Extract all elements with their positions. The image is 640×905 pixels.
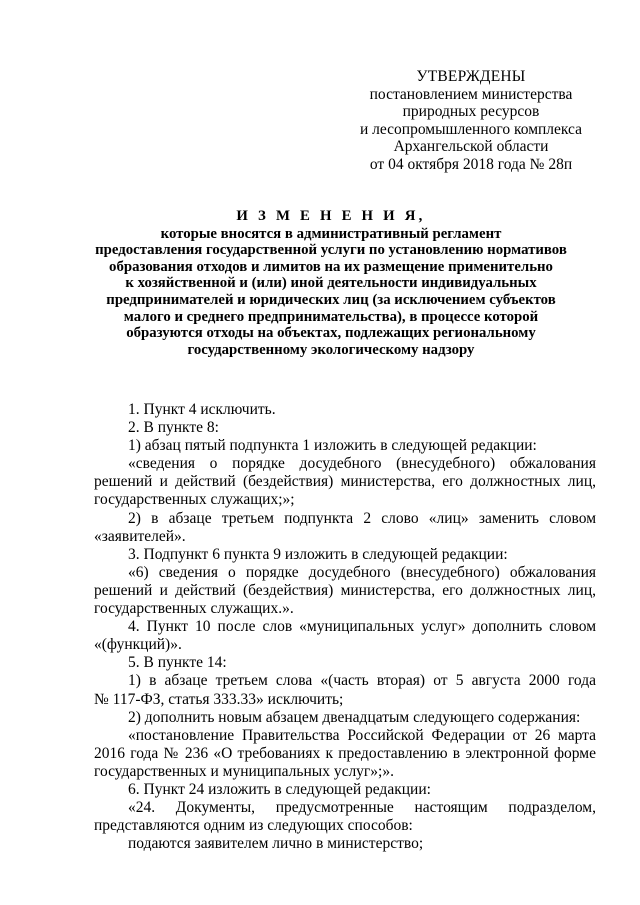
title-line: предоставления государственной услуги по установлению нормативов	[95, 242, 567, 259]
paragraph-line: 1) в абзаце третьем слова «(часть вторая) от 5 августа 2000 года	[128, 672, 596, 690]
paragraph-line: «постановление Правительства Российской Федерации от 26 марта	[128, 726, 596, 744]
paragraph-line: государственных служащих.».	[94, 600, 294, 618]
document-body	[94, 401, 596, 853]
title-line: образования отходов и лимитов на их размещение применительно	[109, 258, 553, 275]
title-line: малого и среднего предпринимательства), в процессе которой	[123, 308, 539, 325]
paragraph-line: № 117-ФЗ, статья 333.33» исключить;	[94, 690, 344, 708]
paragraph-line: представляются одним из следующих способов:	[94, 817, 413, 835]
approval-date-line: от 04 октября 2018 года № 28п	[369, 155, 573, 173]
paragraph-line: 4. Пункт 10 после слов «муниципальных услуг» дополнить словом	[128, 618, 596, 636]
document-title	[70, 208, 592, 358]
approval-stamp	[340, 68, 602, 174]
approval-line: постановлением министерства	[369, 85, 573, 103]
paragraph-line: решений и действий (бездействия) министерства, его должностных лиц,	[94, 473, 596, 491]
title-line: которые вносятся в административный регламент	[160, 225, 502, 242]
paragraph-line: 2) в абзаце третьем подпункта 2 слово «лиц» заменить словом	[128, 509, 596, 527]
title-line: предпринимателей и юридических лиц (за исключением субъектов	[106, 291, 556, 308]
approval-line: природных ресурсов	[402, 103, 540, 121]
paragraph-line: «(функций)».	[94, 636, 182, 654]
title-heading: И З М Е Н Е Н И Я,	[236, 208, 426, 224]
title-line: образуются отходы на объектах, подлежащих региональному	[126, 325, 536, 342]
paragraph-line: 6. Пункт 24 изложить в следующей редакции:	[128, 780, 431, 798]
approval-line: и лесопромышленного комплекса	[359, 120, 583, 138]
paragraph-line: 2. В пункте 8:	[128, 419, 219, 437]
paragraph-line: 1. Пункт 4 исключить.	[128, 401, 276, 418]
paragraph-line: 5. В пункте 14:	[128, 654, 227, 672]
paragraph-line: государственных и муниципальных услуг»;».	[94, 762, 394, 780]
paragraph-line: 1) абзац пятый подпункта 1 изложить в следующей редакции:	[128, 437, 537, 455]
paragraph-line: «6) сведения о порядке досудебного (внесудебного) обжалования	[128, 563, 596, 581]
paragraph-line: «сведения о порядке досудебного (внесудебного) обжалования	[128, 455, 596, 473]
approval-line: Архангельской области	[393, 138, 549, 156]
title-line: государственному экологическому надзору	[187, 341, 475, 358]
paragraph-line: государственных служащих;»;	[94, 491, 295, 509]
paragraph-line: подаются заявителем лично в министерство;	[128, 835, 424, 853]
approval-heading: УТВЕРЖДЕНЫ	[416, 68, 526, 85]
paragraph-line: 2) дополнить новым абзацем двенадцатым следующего содержания:	[128, 708, 581, 726]
paragraph-line: 3. Подпункт 6 пункта 9 изложить в следующей редакции:	[128, 545, 508, 563]
paragraph-line: «заявителей».	[94, 527, 186, 545]
paragraph-line: 2016 года № 236 «О требованиях к предоставлению в электронной форме	[94, 744, 596, 762]
paragraph-line: решений и действий (бездействия) министерства, его должностных лиц,	[94, 581, 596, 599]
title-line: к хозяйственной и (или) иной деятельности индивидуальных	[125, 275, 537, 292]
paragraph-line: «24. Документы, предусмотренные настоящим подразделом,	[128, 799, 596, 817]
